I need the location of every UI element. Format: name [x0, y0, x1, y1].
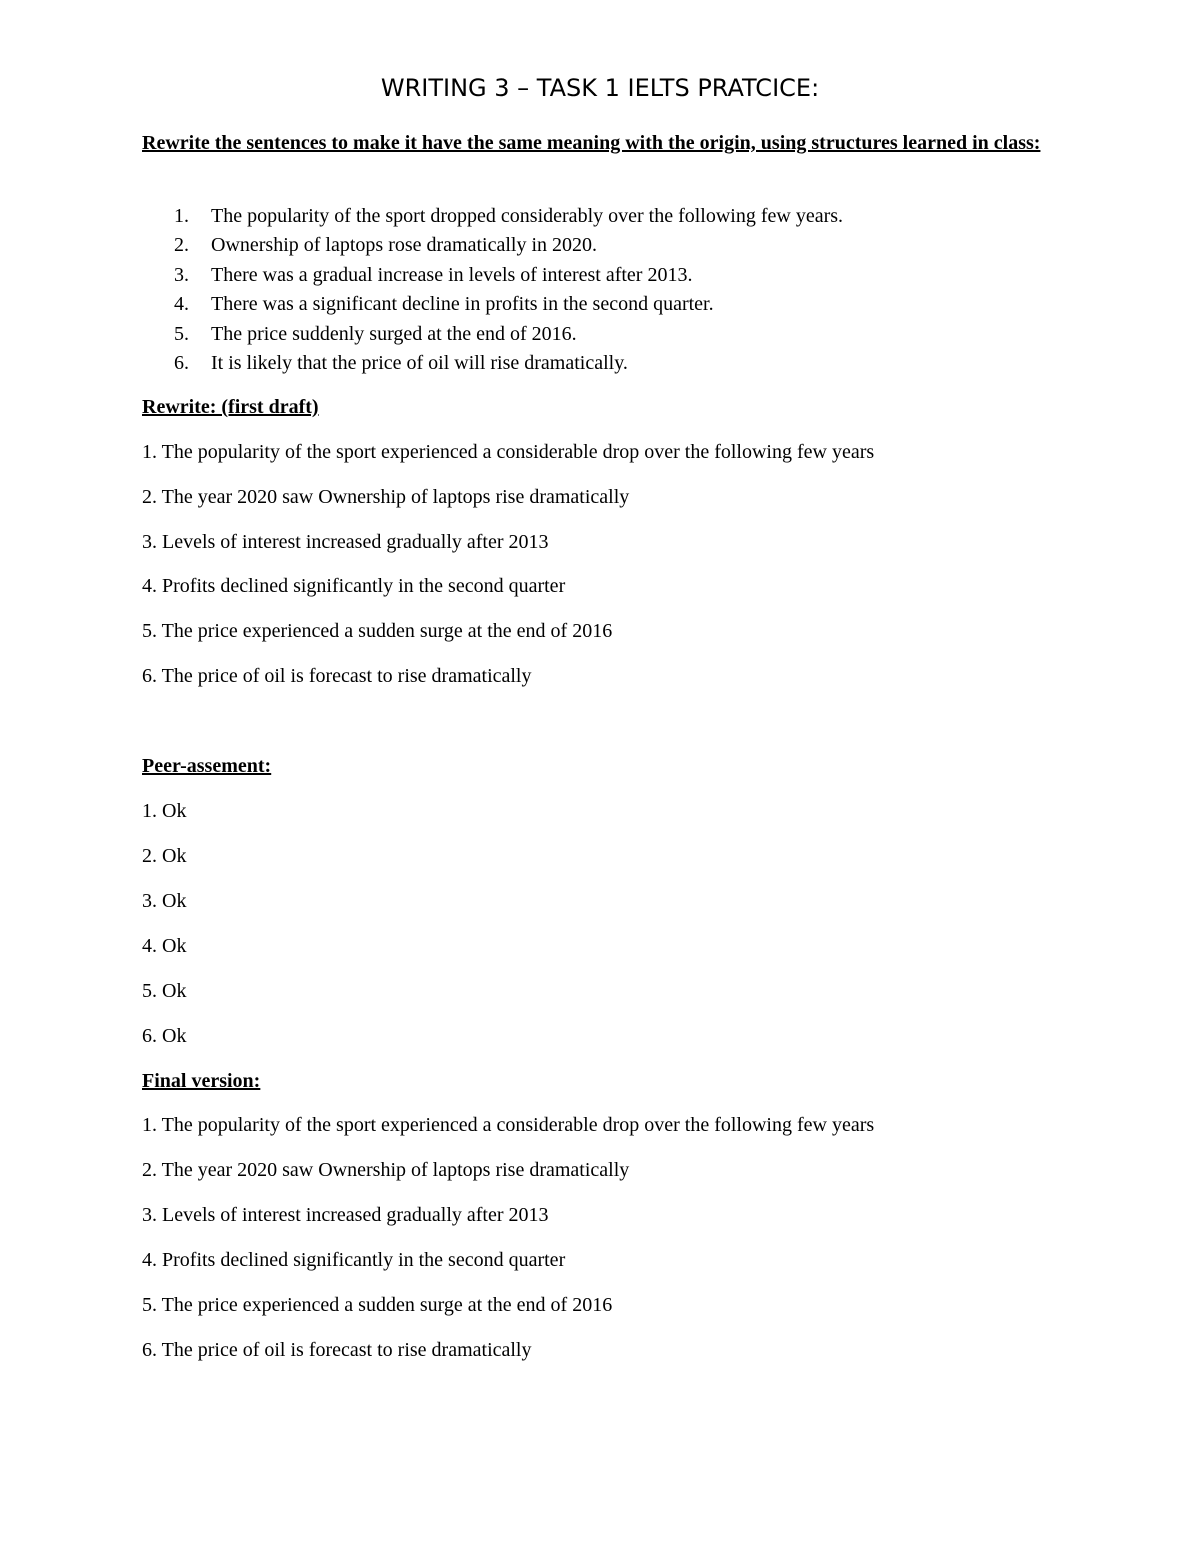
- peer-assessment-line: 2. Ok: [142, 845, 187, 867]
- first-draft-line: 1. The popularity of the sport experienced a considerable drop over the following few years: [142, 441, 875, 463]
- list-item: [142, 260, 1062, 290]
- list-item-text: There was a gradual increase in levels of interest after 2013.: [211, 263, 693, 286]
- list-item: [142, 201, 1062, 231]
- list-item: [142, 349, 1062, 379]
- peer-assessment-line: 5. Ok: [142, 980, 187, 1002]
- final-version-line: 6. The price of oil is forecast to rise dramatically: [142, 1339, 532, 1361]
- document-title: WRITING 3 – TASK 1 IELTS PRATCICE:: [380, 74, 820, 102]
- final-version-heading: Final version:: [142, 1070, 261, 1092]
- list-item-text: The popularity of the sport dropped considerably over the following few years.: [211, 204, 844, 227]
- list-item: [142, 319, 1062, 349]
- list-item-number: 6.: [174, 352, 189, 375]
- original-sentences-list: [142, 201, 1062, 378]
- first-draft-line: 6. The price of oil is forecast to rise dramatically: [142, 665, 532, 687]
- list-item: [142, 290, 1062, 320]
- first-draft-line: 3. Levels of interest increased gradually after 2013: [142, 531, 549, 553]
- final-version-line: 4. Profits declined significantly in the second quarter: [142, 1249, 566, 1271]
- list-item-number: 1.: [174, 204, 189, 227]
- first-draft-line: 2. The year 2020 saw Ownership of laptops rise dramatically: [142, 486, 630, 508]
- first-draft-line: 5. The price experienced a sudden surge at the end of 2016: [142, 620, 613, 642]
- final-version-line: 2. The year 2020 saw Ownership of laptops rise dramatically: [142, 1159, 630, 1181]
- list-item-number: 4.: [174, 293, 189, 316]
- list-item-number: 3.: [174, 263, 189, 286]
- peer-assessment-heading: Peer-assement:: [142, 755, 272, 777]
- final-version-line: 1. The popularity of the sport experienced a considerable drop over the following few years: [142, 1114, 875, 1136]
- first-draft-line: 4. Profits declined significantly in the second quarter: [142, 575, 566, 597]
- list-item-number: 5.: [174, 322, 189, 345]
- final-version-line: 5. The price experienced a sudden surge at the end of 2016: [142, 1294, 613, 1316]
- list-item-text: Ownership of laptops rose dramatically in 2020.: [211, 234, 598, 257]
- peer-assessment-line: 4. Ok: [142, 935, 187, 957]
- list-item-text: There was a significant decline in profits in the second quarter.: [211, 293, 714, 316]
- list-item-text: The price suddenly surged at the end of 2016.: [211, 322, 577, 345]
- instruction-text: Rewrite the sentences to make it have the same meaning with the origin, using structures learned in class:: [142, 132, 1041, 154]
- peer-assessment-line: 1. Ok: [142, 800, 187, 822]
- first-draft-heading: Rewrite: (first draft): [142, 396, 319, 418]
- peer-assessment-line: 3. Ok: [142, 890, 187, 912]
- peer-assessment-line: 6. Ok: [142, 1025, 187, 1047]
- list-item-text: It is likely that the price of oil will rise dramatically.: [211, 352, 628, 375]
- final-version-line: 3. Levels of interest increased gradually after 2013: [142, 1204, 549, 1226]
- list-item: [142, 231, 1062, 261]
- list-item-number: 2.: [174, 234, 189, 257]
